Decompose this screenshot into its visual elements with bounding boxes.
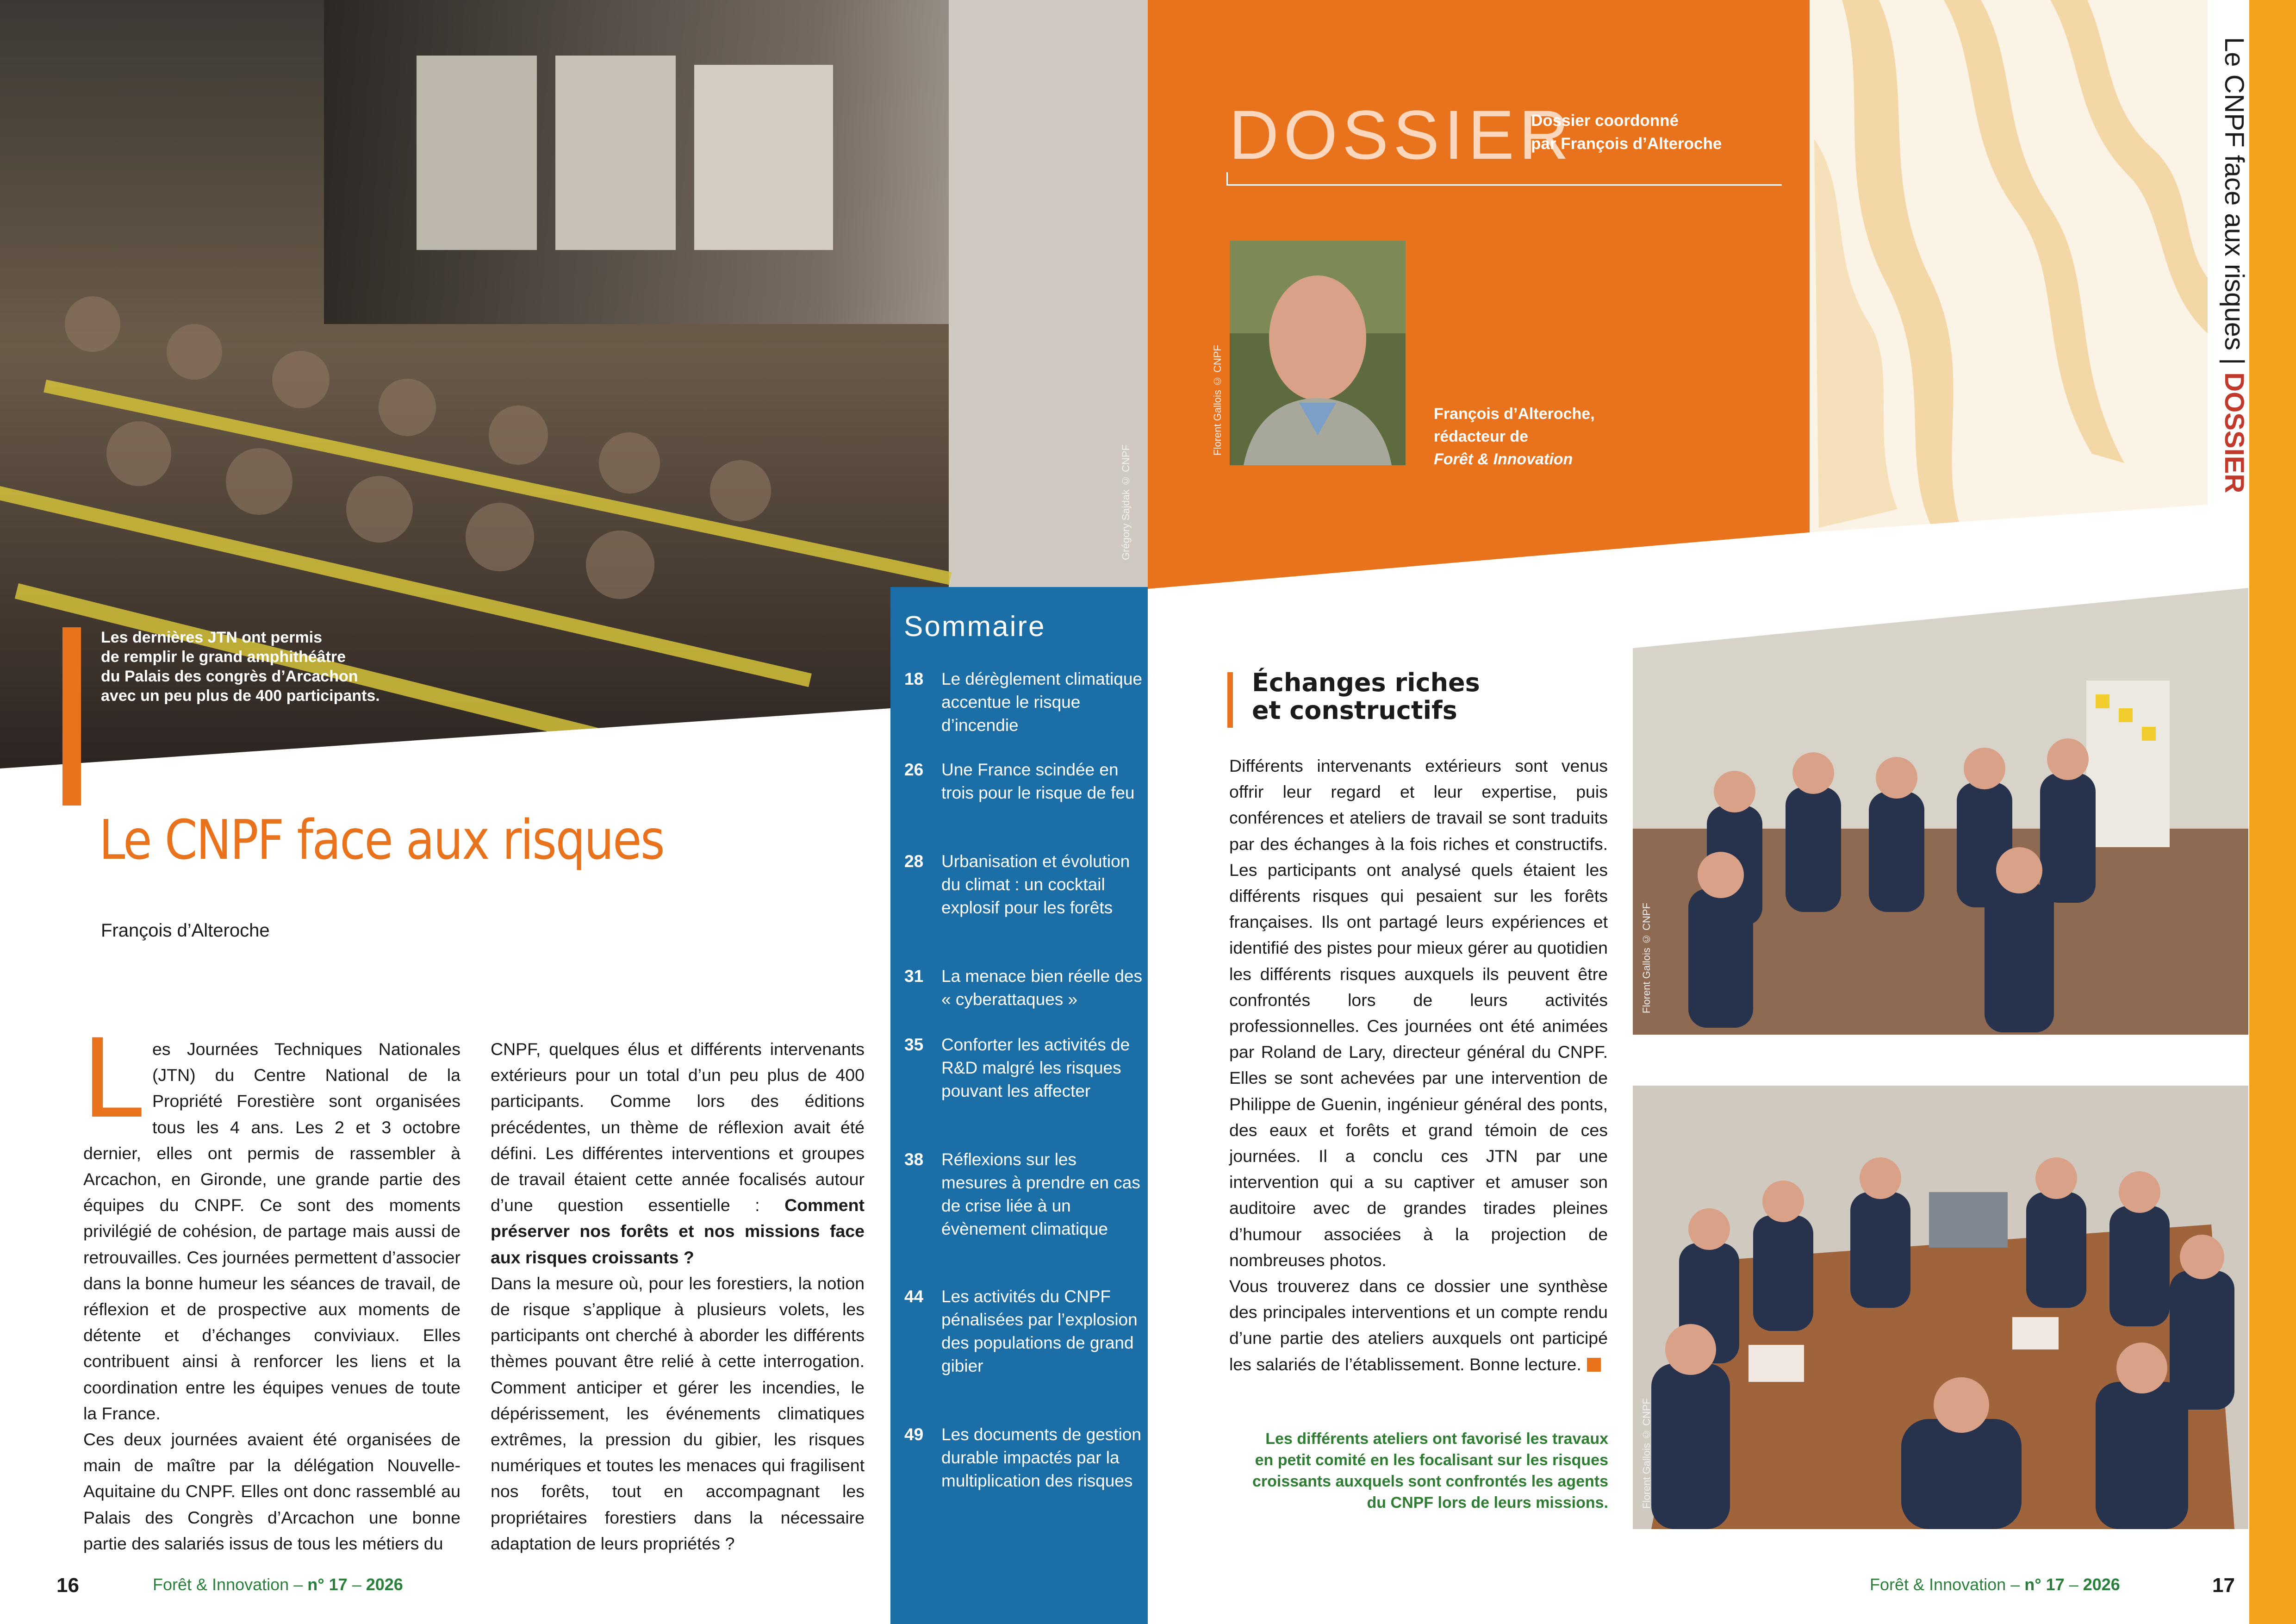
toc-item[interactable] xyxy=(904,850,1145,943)
toc-entry-text: Le dérèglement climatique accentue le risque d’incendie xyxy=(941,669,1142,735)
toc-entry-text: Conforter les activités de R&D malgré les risques pouvant les affecter xyxy=(941,1035,1130,1100)
key-question: Comment préserver nos forêts et nos missions face aux risques croissants ? xyxy=(491,1195,865,1267)
toc-item[interactable] xyxy=(904,1423,1145,1539)
portrait-caption-magazine: Forêt & Innovation xyxy=(1434,450,1573,468)
sidebar-running-title xyxy=(2219,37,2250,493)
toc-entry-text: La menace bien réelle des « cyberattaques » xyxy=(941,967,1143,1009)
sidebar-dossier-tag: DOSSIER xyxy=(2219,372,2249,493)
footer-issue: n° 17 xyxy=(2024,1575,2065,1594)
portrait-caption-line-1: François d’Alteroche, xyxy=(1434,405,1595,423)
sidebar-separator: | xyxy=(2219,350,2249,373)
article-title: Le CNPF face aux risques xyxy=(99,808,664,872)
sommaire-title: Sommaire xyxy=(904,611,1046,643)
toc-page-number: 18 xyxy=(904,669,924,688)
workshop-photo-caption: Les différents ateliers ont favorisé les travaux en petit comité en les focalisant sur les risques croissants auxquels sont confrontés les agents du CNPF lors de leurs missions. xyxy=(1252,1430,1608,1512)
toc-page-number: 49 xyxy=(904,1425,924,1444)
dossier-coordinator xyxy=(1531,109,1722,156)
drop-cap: L xyxy=(81,1016,142,1143)
toc-entry-text: Urbanisation et évolution du climat : un cocktail explosif pour les forêts xyxy=(941,852,1130,917)
footer-year: 2026 xyxy=(2083,1575,2120,1594)
portrait-caption xyxy=(1434,403,1595,471)
footer-magazine-name: Forêt & Innovation xyxy=(1870,1575,2006,1594)
author-portrait xyxy=(1230,241,1406,465)
dossier-coord-line-2: par François d’Alteroche xyxy=(1531,135,1722,153)
workshop-photo-1-credit: Florent Gallois © CNPF xyxy=(1641,903,1652,1013)
col3-paragraph-2: Vous trouverez dans ce dossier une synthèse des principales interventions et un compte rendu d’une partie des ateliers auxquels ont participé les salariés de l’établissement. Bonne lecture. xyxy=(1229,1276,1608,1374)
section-accent-bar xyxy=(1227,672,1233,728)
toc-page-number: 26 xyxy=(904,760,924,779)
dossier-heading: DOSSIER xyxy=(1229,96,1574,174)
section-title-line-2: et constructifs xyxy=(1252,696,1457,725)
caption-accent-bar xyxy=(62,627,81,806)
footer-year: 2026 xyxy=(366,1575,403,1594)
toc-item[interactable] xyxy=(904,1285,1145,1401)
page-number-left: 16 xyxy=(56,1574,79,1597)
dossier-coord-line-1: Dossier coordonné xyxy=(1531,112,1679,130)
footer-sep-2: – xyxy=(352,1575,361,1594)
toc-entry-text: Les documents de gestion durable impactés par la multiplication des risques xyxy=(941,1425,1141,1490)
toc-page-number: 44 xyxy=(904,1287,924,1306)
toc-page-number: 31 xyxy=(904,967,924,986)
col1-paragraph-2: Ces deux journées avaient été organisées de main de maître par la délégation Nouvelle-Aquitaine du CNPF. Elles ont donc rassemblé au Palais des Congrès d’Arcachon une bonne partie des salariés issus de tous les métiers du xyxy=(83,1430,460,1553)
footer-issue: n° 17 xyxy=(307,1575,348,1594)
footer-right xyxy=(1870,1575,2120,1594)
sidebar-title-text: Le CNPF face aux risques xyxy=(2219,37,2249,350)
caption-line-2: de remplir le grand amphithéâtre xyxy=(101,648,346,666)
col3-paragraph-1: Différents intervenants extérieurs sont venus offrir leur regard et leur expertise, puis conférences et ateliers de travail se sont traduits par des échanges à la fois riches et constructifs. Les participants ont analysé quels étaient les différents risques qui pesaient sur les forêts françaises. Ils ont partagé leurs expériences et identifié des pistes pour mieux gérer au quotidien les différents risques auxquels ils peuvent être confrontés lors de leurs activités professionnelles. Ces journées ont été animées par Roland de Lary, directeur général du CNPF. Elles se sont achevées par une intervention de Philippe de Guenin, ingénieur général des ponts, des eaux et forêts et grand témoin de ces journées. Il a conclu ces JTN par une intervention qui a su captiver et amuser son auditoire avec de grandes tirades pleines d’humour associées à la projection de nombreuses photos. xyxy=(1229,756,1608,1270)
portrait-credit: Florent Gallois © CNPF xyxy=(1212,345,1223,456)
caption-line-1: Les dernières JTN ont permis xyxy=(101,629,323,646)
photo-credit: Grégory Sajdak © CNPF xyxy=(1120,444,1132,560)
portrait-caption-line-2: rédacteur de xyxy=(1434,428,1529,445)
toc-entry-text: Réflexions sur les mesures à prendre en cas de crise liée à un évènement climatique xyxy=(941,1150,1140,1238)
body-column-3 xyxy=(1229,753,1608,1377)
article-author: François d’Alteroche xyxy=(101,920,270,941)
footer-sep-2: – xyxy=(2069,1575,2078,1594)
toc-item[interactable] xyxy=(904,1033,1145,1126)
toc-entry-text: Les activités du CNPF pénalisées par l’explosion des populations de grand gibier xyxy=(941,1287,1138,1375)
toc-page-number: 28 xyxy=(904,852,924,871)
workshop-photo-1 xyxy=(1633,588,2248,1035)
body-column-2 xyxy=(491,1036,865,1556)
footer-magazine-name: Forêt & Innovation xyxy=(153,1575,289,1594)
toc-page-number: 35 xyxy=(904,1035,924,1054)
dossier-rule-tick xyxy=(1226,172,1228,185)
portrait-caption-line-3 xyxy=(1434,448,1595,471)
toc-item[interactable] xyxy=(904,1148,1145,1264)
col2-paragraph-1: CNPF, quelques élus et différents intervenants extérieurs pour un total d’un peu plus de 400 participants. Comme lors des éditions précédentes, un thème de réflexion avait été défini. Les différentes interventions et groupes de travail étaient cette année focalisés autour d’une question essentielle : xyxy=(491,1039,865,1215)
footer-left xyxy=(153,1575,403,1594)
toc-item[interactable] xyxy=(904,668,1145,737)
caption-line-4: avec un peu plus de 400 participants. xyxy=(101,687,380,705)
page-number-right: 17 xyxy=(2212,1574,2235,1597)
end-mark xyxy=(1587,1358,1601,1372)
col1-lead-text: es Journées Techniques Nationales (JTN) du Centre National de la Propriété Forestière sont organisées tous les 4 ans. Les 2 et 3 octobre dernier, elles ont permis de rassembler à Arcachon, en Gironde, une grande partie des équipes du CNPF. Ce sont des moments privilégié de cohésion, de partage mais aussi de retrouvailles. Ces journées permettent d’associer dans la bonne humeur les séances de travail, de réflexion et de prospective aux moments de détente et d’échanges conviviaux. Elles contribuent ainsi à renforcer les liens et la coordination entre les équipes venues de toute la France. xyxy=(83,1039,460,1423)
caption-line-3: du Palais des congrès d’Arcachon xyxy=(101,668,358,685)
workshop-photo-2-credit: Florent Gallois © CNPF xyxy=(1641,1398,1652,1509)
toc-item[interactable] xyxy=(904,758,1145,828)
workshop-photo-2 xyxy=(1633,1086,2248,1529)
body-column-1 xyxy=(81,1016,460,1556)
section-title xyxy=(1252,669,1480,725)
toc-item[interactable] xyxy=(904,965,1145,1011)
section-title-line-1: Échanges riches xyxy=(1252,668,1480,697)
footer-sep-1: – xyxy=(2010,1575,2020,1594)
col2-paragraph-2: Dans la mesure où, pour les forestiers, la notion de risque s’applique à plusieurs volets, les participants ont cherché à aborder les différents thèmes pouvant être relié à cette interrogation. Comment anticiper et gérer les incendies, le dépérissement, les événements climatiques extrêmes, la pression du gibier, les risques numériques et toutes les menaces qui fragilisent nos forêts, tout en accompagnant les propriétaires forestiers dans la nécessaire adaptation de leurs propriétés ? xyxy=(491,1273,865,1553)
photo-caption xyxy=(101,628,434,706)
toc-page-number: 38 xyxy=(904,1150,924,1169)
dossier-rule xyxy=(1226,184,1782,186)
toc-entry-text: Une France scindée en trois pour le risque de feu xyxy=(941,760,1135,802)
footer-sep-1: – xyxy=(293,1575,303,1594)
